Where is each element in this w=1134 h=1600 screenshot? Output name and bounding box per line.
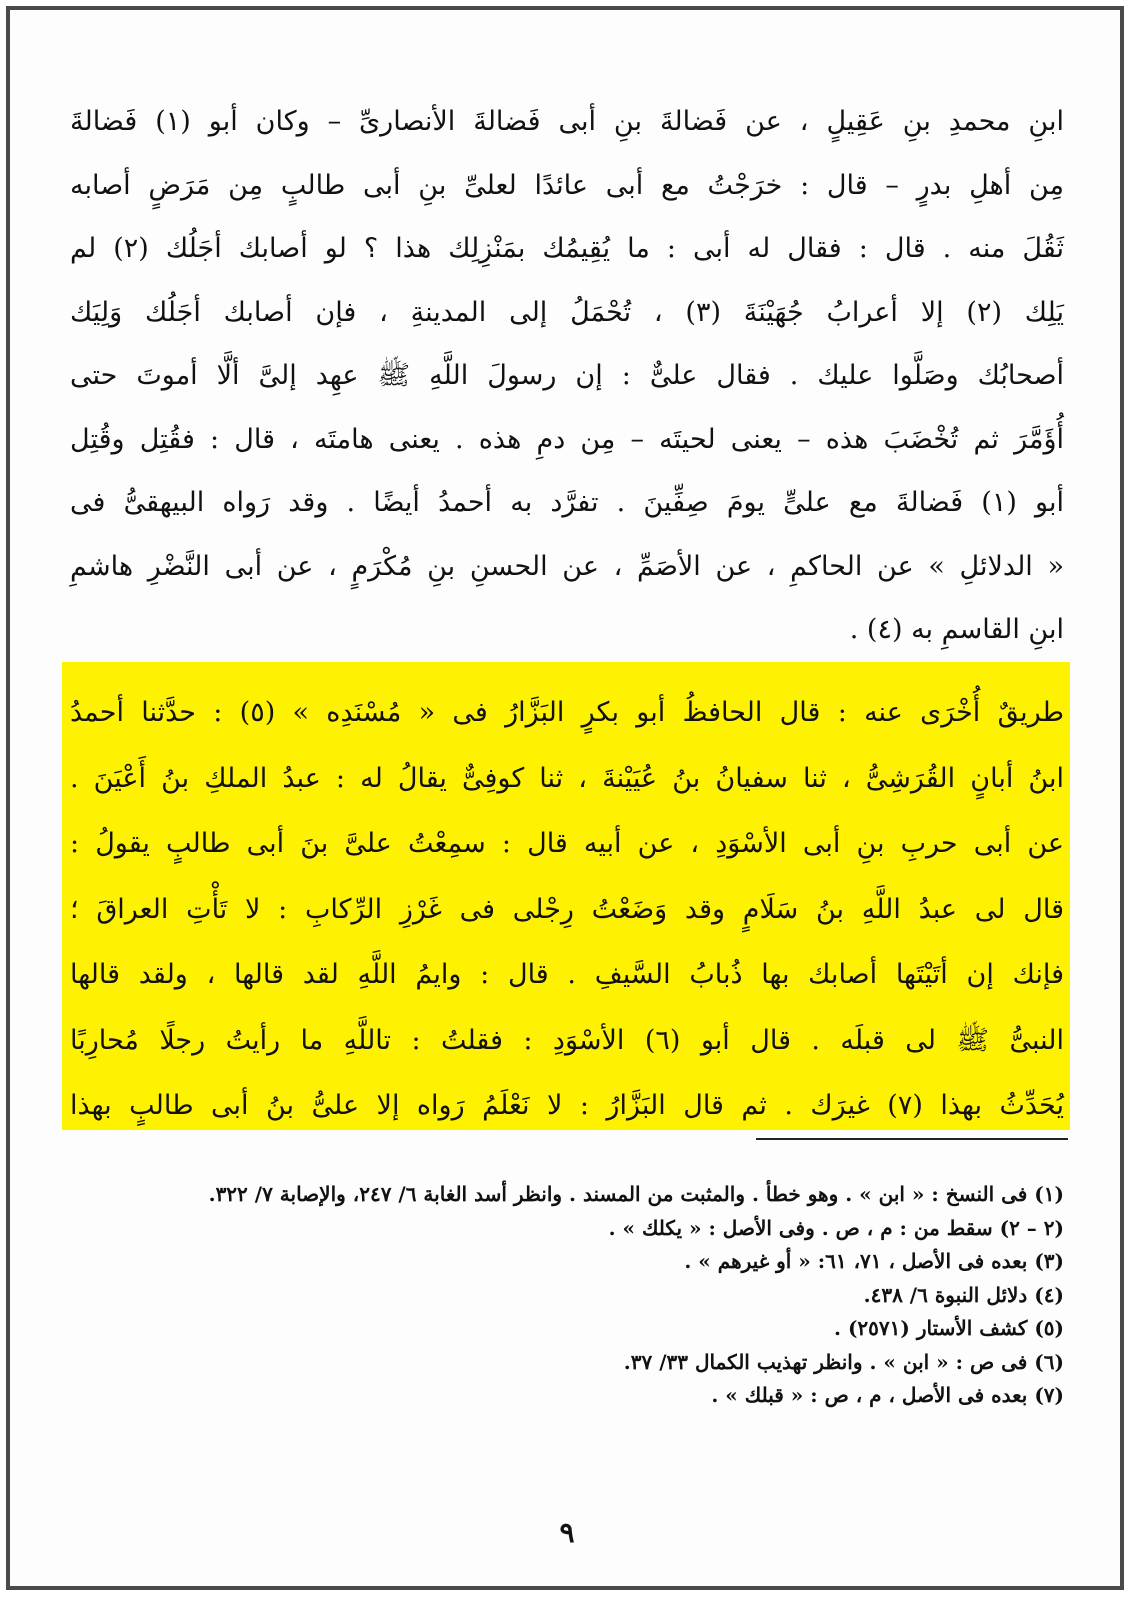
text-line: أُؤَمَّرَ ثم تُخْضَبَ هذه – يعنى لحيتَه – مِن دمِ هذه . يعنى هامتَه ، قال : فقُتِل وقُتِل <box>70 423 1065 455</box>
text-line: ابنِ القاسمِ به (٤) . <box>849 614 1064 645</box>
footnote: (١) فى النسخ : « ابن » . وهو خطأ . والمثبت من المسند . وانظر أسد الغابة ٦/ ٢٤٧، والإصابة ٧/ ٣٢٢. <box>208 1182 1064 1206</box>
footnote: (٦) فى ص : « ابن » . وانظر تهذيب الكمال ٣٣/ ٣٧. <box>623 1349 1064 1374</box>
highlighted-text <box>70 680 1064 1139</box>
highlighted-line: عن أبى حربِ بنِ أبى الأسْوَدِ ، عن أبيه قال : سمِعْتُ علىَّ بنَ أبى طالبٍ يقولُ : <box>70 828 1064 859</box>
text-line: أبو (١) فَضالةَ مع علىٍّ يومَ صِفِّينَ . تفرَّد به أحمدُ أيضًا . وقد رَواه البيهقىُّ فى <box>70 487 1064 518</box>
highlighted-line: طريقٌ أُخْرَى عنه : قال الحافظُ أبو بكرٍ البَزَّارُ فى « مُسْنَدِه » (٥) : حدَّثنا أحمدُ <box>70 697 1065 728</box>
highlighted-line: ابنُ أبانٍ القُرَشِىُّ ، ثنا سفيانُ بنُ عُيَيْنةَ ، ثنا كوفِىٌّ يقالُ له : عبدُ الملكِ بنُ أَعْيَنَ . <box>70 762 1064 794</box>
highlighted-line: فإنك إن أتَيْتَها أصابك بها ذُبابُ السَّيفِ . قال : وايمُ اللَّهِ لقد قالها ، ولقد قالها <box>70 959 1064 990</box>
highlighted-line: قال لى عبدُ اللَّهِ بنُ سَلَامٍ وقد وَضَعْتُ رِجْلى فى غَرْزِ الرِّكابِ : لا تَأْتِ العراقَ ؛ <box>70 893 1064 925</box>
text-line: ابنِ محمدِ بنِ عَقِيلٍ ، عن فَضالةَ بنِ أبى فَضالةَ الأنصارىِّ – وكان أبو (١) فَضالةَ <box>70 106 1064 137</box>
highlighted-line: يُحَدِّثُ بهذا (٧) غيرَك . ثم قال البَزَّارُ : لا نَعْلَمُ رَواه إلا علىُّ بنُ أبى طالبٍ بهذا <box>70 1090 1064 1121</box>
text-line: أصحابُك وصَلَّوا عليك . فقال علىٌّ : إن رسولَ اللَّهِ ﷺ عهِد إلىَّ ألَّا أموتَ حتى <box>70 360 1064 391</box>
main-text <box>70 90 1064 662</box>
footnote: (٧) بعده فى الأصل ، م ، ص : « قبلك » . <box>711 1383 1064 1407</box>
text-line: « الدلائلِ » عن الحاكمِ ، عن الأصَمِّ ، عن الحسنِ بنِ مُكْرَمٍ ، عن أبى النَّضْرِ هاشمِ <box>70 550 1064 582</box>
footnote: (٤) دلائل النبوة ٦/ ٤٣٨. <box>863 1282 1064 1307</box>
footnote: (٥) كشف الأستار (٢٥٧١) . <box>834 1316 1064 1340</box>
page-number: ٩ <box>559 1516 575 1549</box>
highlighted-line: النبىُّ ﷺ لى قبلَه . قال أبو (٦) الأسْوَدِ : فقلتُ : تاللَّهِ ما رأيتُ رجلًا مُحارِبًا <box>70 1024 1064 1056</box>
footnote: (٢ – ٢) سقط من : م ، ص . وفى الأصل : « يكلك » . <box>608 1215 1064 1240</box>
text-line: مِن أهلِ بدرٍ – قال : خرَجْتُ مع أبى عائدًا لعلىِّ بنِ أبى طالبٍ مِن مَرَضٍ أصابه <box>70 169 1064 201</box>
footnotes <box>70 1178 1064 1413</box>
text-line: يَلِك (٢) إلا أعرابُ جُهَيْنَةَ (٣) ، تُحْمَلُ إلى المدينةِ ، فإن أصابك أجَلُك وَلِيَك <box>70 296 1064 328</box>
footnote-divider <box>756 1138 1068 1140</box>
footnote: (٣) بعده فى الأصل ، ٧١، ٦١: « أو غيرهم » . <box>684 1249 1064 1273</box>
text-line: ثَقُلَ منه . قال : فقال له أبى : ما يُقِيمُك بمَنْزِلِك هذا ؟ لو أصابك أجَلُك (٢) لم <box>70 233 1064 264</box>
